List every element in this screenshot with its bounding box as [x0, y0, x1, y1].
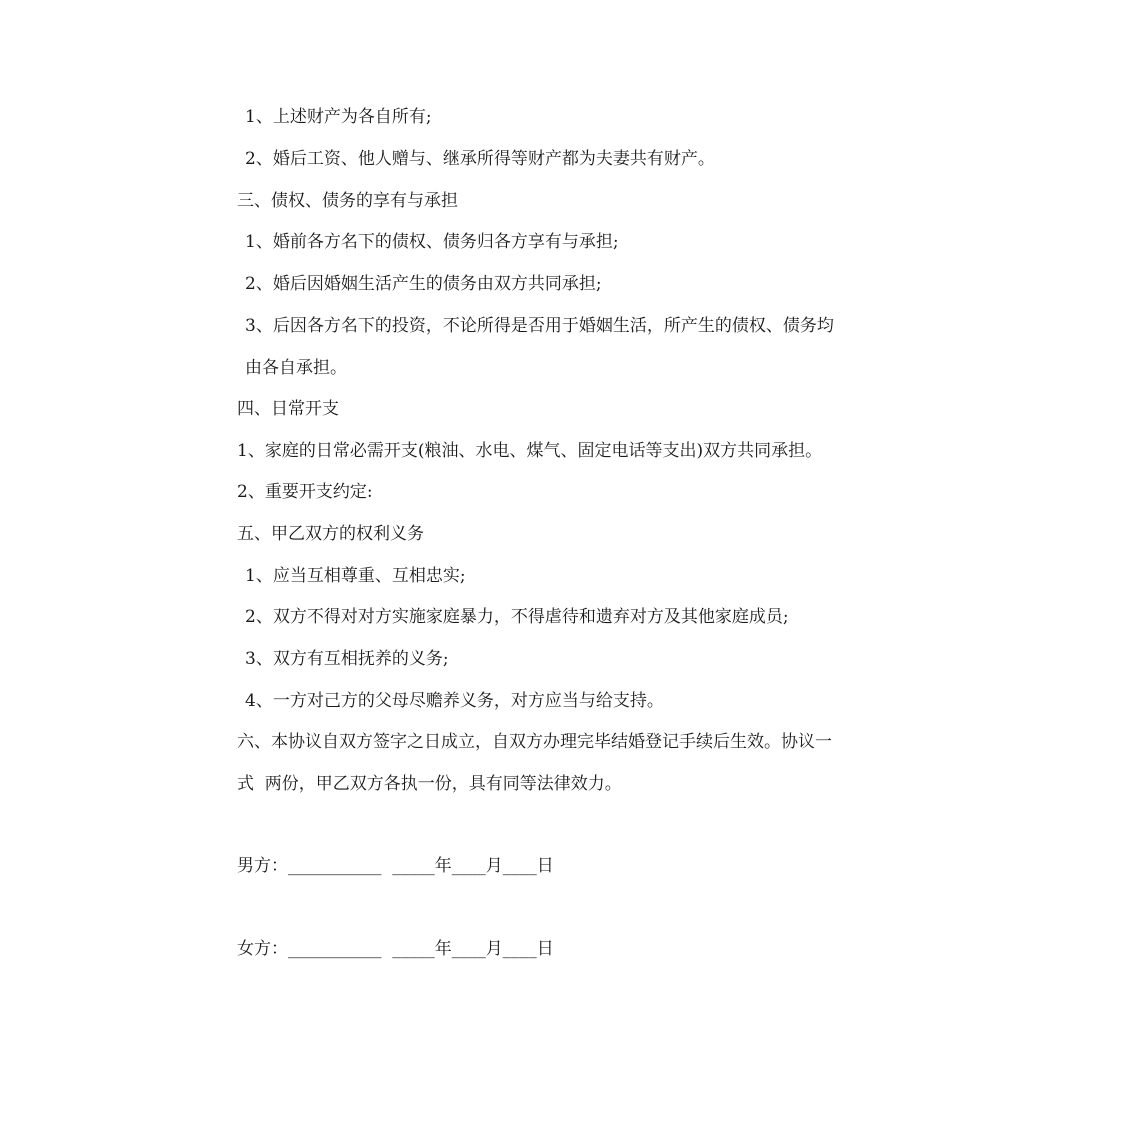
clause-2-item-1: 1、上述财产为各自所有; — [245, 107, 432, 127]
clause-3-item-2: 2、婚后因婚姻生活产生的债务由双方共同承担; — [245, 274, 602, 294]
section-heading-3: 三、债权、债务的享有与承担 — [237, 191, 458, 211]
male-signature-line: 男方：___________ _____年____月____日 — [237, 856, 554, 876]
clause-5-item-1: 1、应当互相尊重、互相忠实; — [245, 566, 466, 586]
clause-4-item-1: 1、家庭的日常必需开支(粮油、水电、煤气、固定电话等支出)双方共同承担。 — [237, 441, 823, 461]
section-heading-5: 五、甲乙双方的权利义务 — [237, 524, 424, 544]
clause-2-item-2: 2、婚后工资、他人赠与、继承所得等财产都为夫妻共有财产。 — [245, 149, 715, 169]
clause-3-item-3: 3、后因各方名下的投资，不论所得是否用于婚姻生活，所产生的债权、债务均 — [245, 316, 834, 336]
clause-5-item-2: 2、双方不得对对方实施家庭暴力，不得虐待和遗弃对方及其他家庭成员; — [245, 607, 789, 627]
clause-3-item-1: 1、婚前各方名下的债权、债务归各方享有与承担; — [245, 232, 619, 252]
clause-5-item-4: 4、一方对己方的父母尽赡养义务，对方应当与给支持。 — [245, 691, 664, 711]
clause-4-item-2: 2、重要开支约定: — [237, 482, 373, 502]
section-6-cont: 式 两份，甲乙双方各执一份，具有同等法律效力。 — [237, 774, 622, 794]
clause-5-item-3: 3、双方有互相抚养的义务; — [245, 649, 449, 669]
female-signature-line: 女方：___________ _____年____月____日 — [237, 939, 554, 959]
section-heading-4: 四、日常开支 — [237, 399, 339, 419]
clause-3-item-3-cont: 由各自承担。 — [245, 358, 347, 378]
section-heading-6: 六、本协议自双方签字之日成立，自双方办理完毕结婚登记手续后生效。协议一 — [237, 732, 832, 752]
